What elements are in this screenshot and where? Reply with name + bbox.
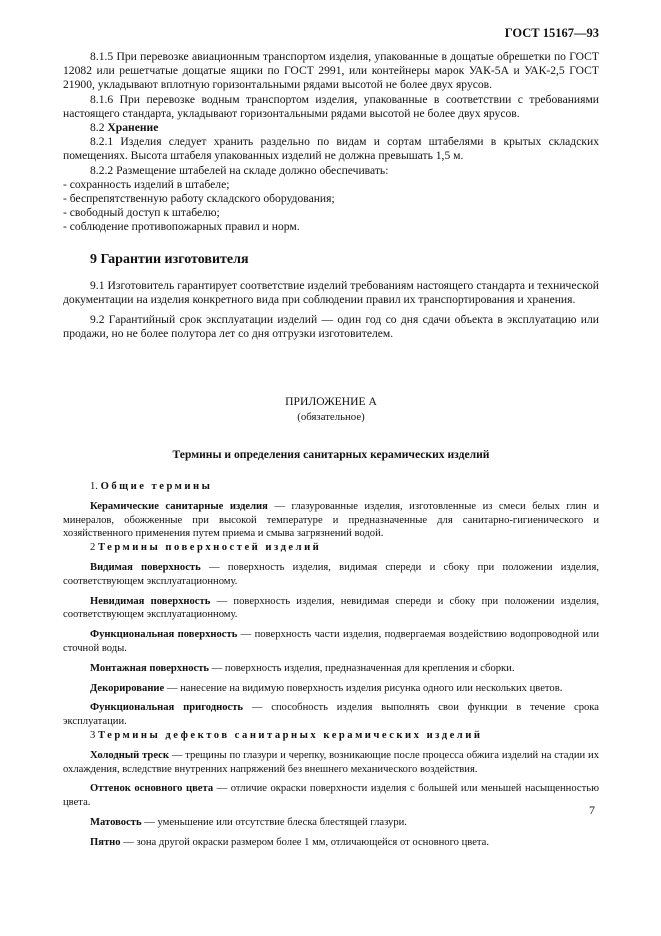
list-item: - соблюдение противопожарных правил и норм. — [63, 220, 300, 234]
term-functional-name: Функциональная поверхность — [90, 629, 238, 641]
term-crack — [63, 749, 599, 777]
term-spot — [63, 836, 599, 850]
group-3-heading — [63, 729, 599, 743]
list-item: - беспрепятственную работу складского оборудования; — [63, 192, 335, 206]
term-shade-name: Оттенок основного цвета — [90, 783, 214, 795]
term-crack-name: Холодный треск — [90, 749, 169, 761]
group-2-number: 2 — [90, 542, 96, 554]
page-number: 7 — [589, 803, 595, 817]
term-matte — [63, 816, 599, 830]
term-mounting-def: — поверхность изделия, предназначенная для крепления и сборки. — [209, 662, 515, 674]
doc-code-header: ГОСТ 15167—93 — [504, 26, 599, 40]
clause-9-2: 9.2 Гарантийный срок эксплуатации изделий — один год со дня сдачи объекта в эксплуатацию или продажи, но не более полутора лет со дня отгрузки изготовителем. — [63, 313, 599, 341]
page-body — [63, 50, 599, 850]
term-functional — [63, 628, 599, 656]
group-3-title: Термины дефектов санитарных керамических изделий — [97, 730, 483, 742]
clause-9-1: 9.1 Изготовитель гарантирует соответствие изделий требованиям настоящего стандарта и технической документации на изделия конкретного вида при соблюдении правил их транспортирования и хранения. — [63, 278, 599, 306]
term-spot-name: Пятно — [90, 836, 121, 848]
clause-8-2-title: Хранение — [107, 121, 159, 135]
group-2-title: Термины поверхностей изделий — [97, 542, 322, 554]
group-3-number: 3 — [90, 730, 96, 742]
term-ceramic-name: Керамические санитарные изделия — [90, 500, 268, 512]
term-invisible-def: — поверхность изделия, невидимая спереди и сбоку при положении изделия, соответствующем эксплуатационному. — [63, 595, 599, 621]
term-decor-name: Декорирование — [90, 682, 165, 694]
section-9-title: 9 Гарантии изготовителя — [90, 251, 249, 267]
term-fitness — [63, 701, 599, 729]
term-fitness-def: — способность изделия выполнять свои функции в течение срока эксплуатации. — [63, 702, 599, 728]
term-mounting-name: Монтажная поверхность — [90, 662, 210, 674]
term-crack-def: — трещины по глазури и черепку, возникающие после процесса обжига изделий на стадии их охлаждения, вследствие внутренних напряжений без внешнего механического воздействия. — [63, 749, 599, 775]
appendix-title: Термины и определения санитарных керамических изделий — [172, 447, 490, 461]
term-spot-def: — зона другой окраски размером более 1 мм, отличающейся от основного цвета. — [120, 836, 490, 848]
term-visible-def: — поверхность изделия, видимая спереди и сбоку при положении изделия, соответствующем эксплуатационному. — [63, 562, 599, 587]
term-fitness-name: Функциональная пригодность — [90, 702, 244, 714]
term-visible-name: Видимая поверхность — [90, 562, 201, 574]
group-1-heading — [63, 480, 599, 494]
group-2-heading — [63, 541, 599, 555]
term-matte-def: — уменьшение или отсутствие блеска блестящей глазури. — [141, 817, 407, 828]
term-mounting — [63, 662, 599, 676]
clause-8-2-heading — [63, 121, 599, 135]
clause-8-2-2: 8.2.2 Размещение штабелей на складе должно обеспечивать: — [90, 163, 389, 177]
term-invisible — [63, 595, 599, 623]
clause-8-1-5: 8.1.5 При перевозке авиационным транспортом изделия, упакованные в дощатые обрешетки по ГОСТ 12082 или решетчатые дощатые ящики по ГОСТ 2991, или контейнеры марок УАК-5А и УАК-2,5 ГОСТ 21900, укладывают вплотную горизонтальными рядами высотой не более двух ярусов. — [63, 50, 599, 92]
term-functional-def: — поверхность части изделия, подвергаемая воздействию водопроводной или сточной воды. — [63, 629, 599, 655]
clause-8-1-6: 8.1.6 При перевозке водным транспортом изделия, упакованные в соответствии с требованиями настоящего стандарта, укладывают горизонтальными рядами высотой не более двух ярусов. — [63, 92, 599, 120]
term-ceramic-def: — глазурованные изделия, изготовленные из смеси белых глин и минералов, обожженные при высокой температуре и предназначенные для санитарно-гигиенического и хозяйственного применения путем приема и смыва загрязнений водой. — [63, 500, 599, 540]
group-1-title: Общие термины — [100, 481, 213, 493]
appendix-label: ПРИЛОЖЕНИЕ А — [285, 395, 377, 409]
clause-8-2-number: 8.2 — [90, 121, 105, 135]
list-item: - свободный доступ к штабелю; — [63, 206, 220, 220]
group-1-number: 1. — [90, 481, 98, 493]
term-ceramic — [63, 500, 599, 541]
term-decor — [63, 682, 599, 696]
term-shade — [63, 782, 599, 810]
term-decor-def: — нанесение на видимую поверхность изделия рисунка одного или нескольких цветов. — [164, 682, 563, 694]
clause-8-2-1: 8.2.1 Изделия следует хранить раздельно по видам и сортам штабелями в крытых складских помещениях. Высота штабеля упакованных изделий не должна превышать 1,5 м. — [63, 135, 599, 163]
list-item: - сохранность изделий в штабеле; — [63, 177, 230, 191]
term-matte-name: Матовость — [90, 817, 142, 828]
appendix-status: (обязательное) — [297, 410, 365, 423]
term-shade-def: — отличие окраски поверхности изделия с большей или меньшей насыщенностью цвета. — [63, 783, 599, 809]
term-visible — [63, 561, 599, 589]
terms-block — [63, 480, 599, 850]
term-invisible-name: Невидимая поверхность — [90, 595, 211, 607]
